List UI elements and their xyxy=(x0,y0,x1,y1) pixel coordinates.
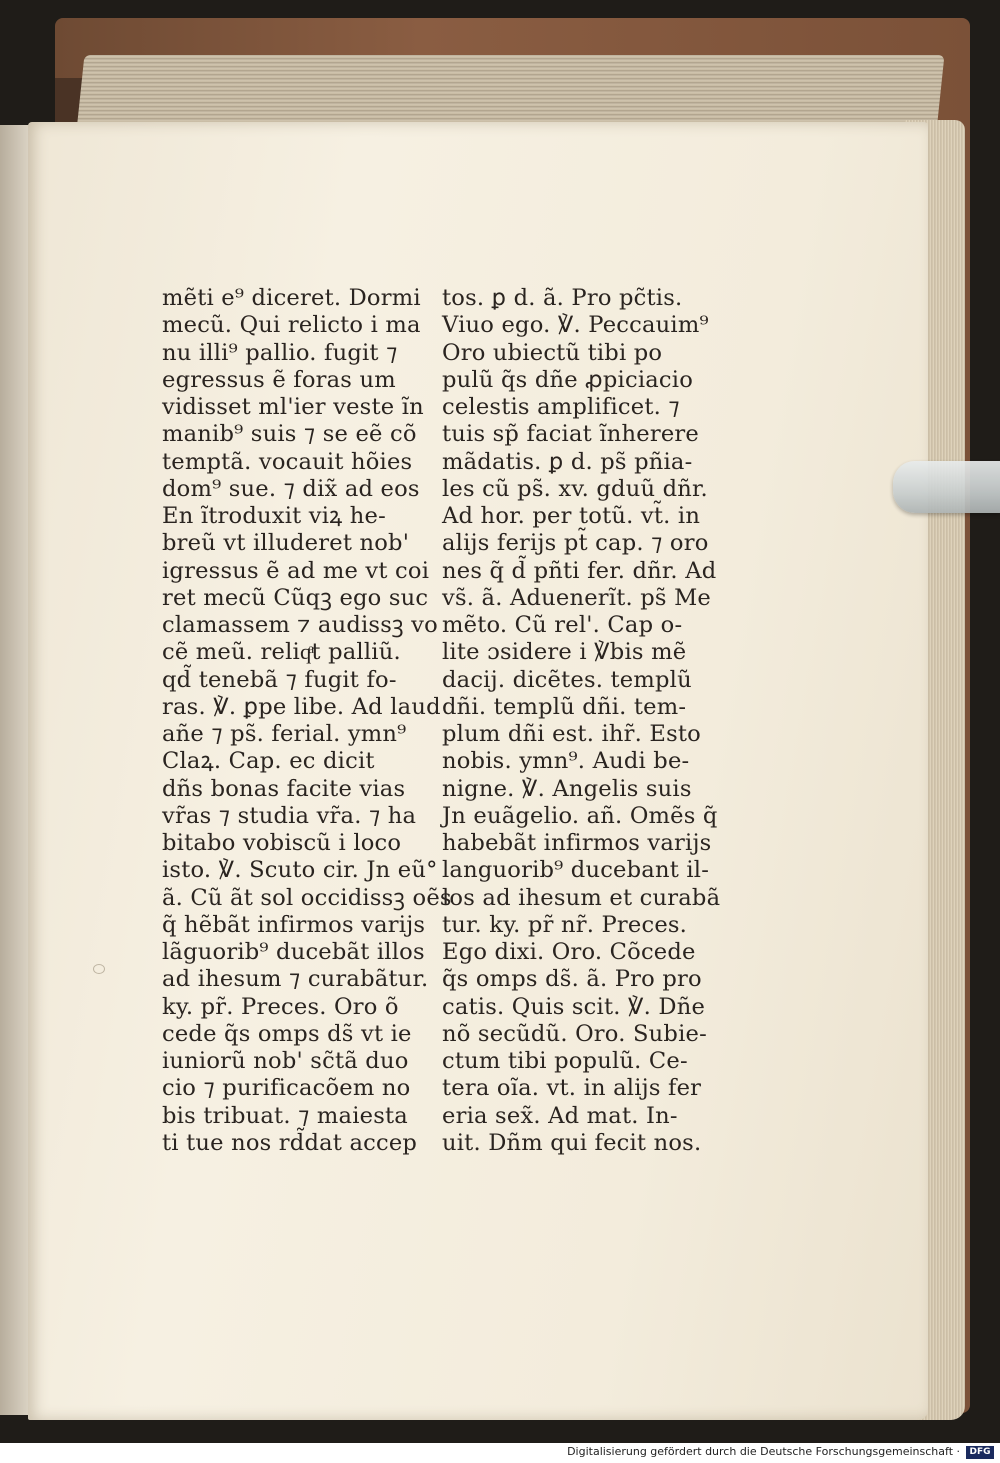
text-line: vs̃. ã. Aduenerĩt. ps̃ Me xyxy=(442,584,711,611)
text-line: mãdatis. ꝑ d. ps̃ pñia- xyxy=(442,448,693,475)
text-line: cio ⁊ purificacõem no xyxy=(162,1075,411,1102)
text-line: ctum tibi populũ. Ce- xyxy=(442,1048,688,1074)
text-line: dom⁹ sue. ⁊ dix̃ ad eos xyxy=(162,475,420,502)
text-line: lite ɔsidere i ℣bis mẽ xyxy=(442,639,687,666)
text-line: ras. ℣. ꝑpe libe. Ad laud xyxy=(162,693,441,720)
book-page xyxy=(28,122,928,1420)
text-line: dñs bonas facite vias xyxy=(162,775,406,802)
text-line: Oro ubiectũ tibi po xyxy=(442,339,663,366)
text-line: ret mecũ Cũqꝫ ego suc xyxy=(162,584,429,611)
text-line: mẽto. Cũ rel'. Cap o- xyxy=(442,612,683,638)
text-line: Viuo ego. ℣. Peccauim⁹ xyxy=(442,312,709,339)
text-line: Jn euãgelio. añ. Omẽs q̃ xyxy=(442,802,718,829)
text-line: manib⁹ suis ⁊ se eẽ cõ xyxy=(162,421,417,448)
text-line: iuniorũ nob' sc̃tã duo xyxy=(162,1048,409,1074)
text-line: vidisset ml'ier veste ĩn xyxy=(162,394,424,420)
text-line: bis tribuat. ⁊ maiesta xyxy=(162,1102,408,1129)
text-line: nobis. ymn⁹. Audi be- xyxy=(442,748,690,775)
text-line: egressus ẽ foras um xyxy=(162,366,396,393)
text-line: Ad hor. per totũ. vt̃. in xyxy=(442,503,701,529)
text-line: ti tue nos rd̃dat accep xyxy=(162,1129,418,1156)
text-line: nes q̃ d̃ pñti fer. dñr. Ad xyxy=(442,557,717,584)
text-line: temptã. vocauit hõies xyxy=(162,448,413,475)
footer-bar xyxy=(0,1443,1000,1463)
text-line: nigne. ℣. Angelis suis xyxy=(442,775,692,802)
text-line: Ego dixi. Oro. Cõcede xyxy=(442,939,696,965)
text-line: añe ⁊ ps̃. ferial. ymn⁹ xyxy=(162,721,407,747)
bookmark-clip xyxy=(893,461,1000,513)
text-line: breũ vt illuderet nob' xyxy=(162,530,410,557)
text-line: uit. Dñm qui fecit nos. xyxy=(442,1129,702,1156)
text-line: los ad ihesum et curabã xyxy=(442,884,721,911)
text-line: eria sex̃. Ad mat. In- xyxy=(442,1102,678,1129)
text-line: nõ secũdũ. Oro. Subie- xyxy=(442,1020,707,1047)
text-line: dñi. templũ dñi. tem- xyxy=(442,693,687,720)
text-line: q̃s omps ds̃. ã. Pro pro xyxy=(442,966,702,993)
text-line: bitabo vobiscũ i loco xyxy=(162,830,402,856)
text-line: isto. ℣. Scuto cir. Jn eũ° xyxy=(162,857,438,884)
text-line: pulũ q̃s dñe ꝓpiciacio xyxy=(442,366,693,393)
paper-stain xyxy=(93,964,105,974)
text-line: catis. Quis scit. ℣. Dñe xyxy=(442,993,706,1020)
text-line: cede q̃s omps ds̃ vt ie xyxy=(162,1020,412,1047)
text-line: dacij. dicẽtes. templũ xyxy=(442,666,692,693)
text-line: les cũ ps̃. xv. gduũ dñr. xyxy=(442,475,708,502)
dfg-logo: DFG xyxy=(966,1446,994,1459)
text-line: q̃ hẽbãt infirmos varijs xyxy=(162,911,426,938)
text-line: cẽ meũ. reliqͣt palliũ. xyxy=(162,639,401,666)
text-line: mẽti e⁹ diceret. Dormi xyxy=(162,285,421,311)
text-line: plum dñi est. ihr̃. Esto xyxy=(442,721,701,747)
text-line: mecũ. Qui relicto i ma xyxy=(162,312,421,339)
text-column-right xyxy=(442,285,720,1157)
text-line: lãguorib⁹ ducebãt illos xyxy=(162,939,425,965)
text-column-left xyxy=(162,285,452,1157)
text-line: languorib⁹ ducebant il- xyxy=(442,857,710,884)
text-line: habebãt infirmos varijs xyxy=(442,830,712,856)
footer-credit: Digitalisierung gefördert durch die Deutsche Forschungsgemeinschaft · xyxy=(567,1445,960,1458)
text-line: alijs ferijs pt̃ cap. ⁊ oro xyxy=(442,530,709,557)
text-line: tera oĩa. vt. in alijs fer xyxy=(442,1075,702,1102)
text-line: vr̃as ⁊ studia vr̃a. ⁊ ha xyxy=(162,802,417,829)
text-line: celestis amplificet. ⁊ xyxy=(442,394,680,420)
text-line: qd̃ tenebã ⁊ fugit fo- xyxy=(162,666,397,693)
text-line: ky. pr̃. Preces. Oro õ xyxy=(162,993,399,1020)
text-line: En ĩtroduxit viꝝ he- xyxy=(162,503,386,529)
text-line: tos. ꝑ d. ã. Pro pc̃tis. xyxy=(442,285,683,311)
text-line: igressus ẽ ad me vt coi xyxy=(162,557,430,584)
text-line: tuis sp̃ faciat ĩnherere xyxy=(442,421,699,448)
text-line: clamassem ⁊ audissꝫ vo xyxy=(162,612,438,638)
text-line: ad ihesum ⁊ curabãtur. xyxy=(162,966,429,993)
text-line: Claꝝ. Cap. ec dicit xyxy=(162,748,375,775)
text-line: nu illi⁹ pallio. fugit ⁊ xyxy=(162,339,398,366)
text-line: tur. ky. pr̃ nr̃. Preces. xyxy=(442,911,688,938)
text-line: ã. Cũ ãt sol occidissꝫ oẽs xyxy=(162,884,452,911)
